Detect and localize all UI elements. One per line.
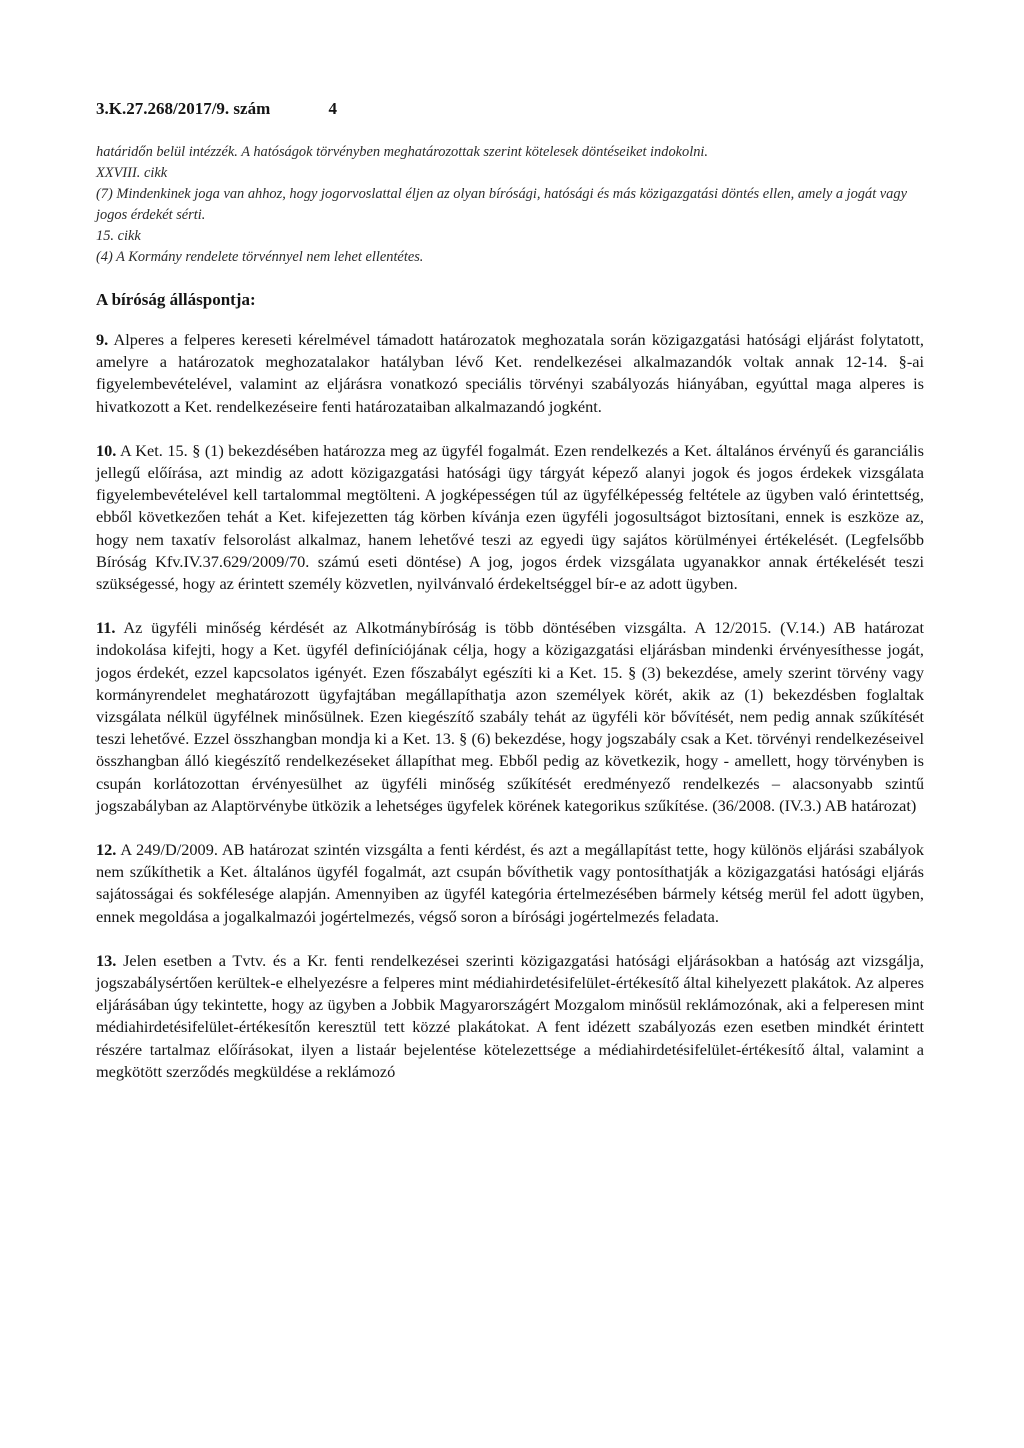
paragraph-number: 13. xyxy=(96,950,117,970)
paragraph-11 xyxy=(96,617,924,817)
paragraph-number: 10. xyxy=(96,440,117,460)
paragraph-10 xyxy=(96,440,924,595)
quote-line: 15. cikk xyxy=(96,228,141,244)
page-number: 4 xyxy=(328,99,337,118)
quote-line: (4) A Kormány rendelete törvénnyel nem lehet ellentétes. xyxy=(96,249,424,265)
legal-quote xyxy=(96,142,924,268)
paragraph-9 xyxy=(96,329,924,418)
paragraph-text: Alperes a felperes kereseti kérelmével támadott határozatok meghozatala során közigazgatási hatósági eljárást folytatott, amelyre a határozatok meghozatalakor hatályban lévő Ket. rendelkezései alkalmazandók voltak annak 12-14. §-ai figyelembevételével, valamint az eljárásra vonatkozó speciális törvényi szabályozás hiányában, egyúttal maga alperes is hivatkozott a Ket. rendelkezéseire fenti határozataiban alkalmazandó jogként. xyxy=(96,330,924,416)
document-id: 3.K.27.268/2017/9. szám xyxy=(96,99,271,118)
paragraph-text: Az ügyféli minőség kérdését az Alkotmánybíróság is több döntésében vizsgálta. A 12/2015. (V.14.) AB határozat indokolása kifejti, hogy a Ket. ügyfél definíciójának célja, hogy a közigazgatási eljárásban mindenki érvényesíthesse jogát, jogos érdekét, ezzel kapcsolatos igényét. Ezen főszabályt egészíti ki a Ket. 15. § (3) bekezdése, amely szerint törvény vagy kormányrendelet meghatározott ügyfajtában megállapíthatja azon személyek körét, akik az (1) bekezdésben foglaltak vizsgálata nélkül ügyfélnek minősülnek. Ezen kiegészítő szabály tehát az ügyféli kör bővítését, nem pedig annak szűkítését teszi lehetővé. Ezzel összhangban mondja ki a Ket. 13. § (6) bekezdése, hogy jogszabály csak a Ket. törvényi rendelkezéseivel összhangban álló kiegészítő rendelkezéseket állapíthat meg. Ebből pedig az következik, hogy - amellett, hogy törvényben is csupán korlátozottan érvényesülhet az ügyféli minőség szűkítését eredményező rendelkezés – alacsonyabb szintű jogszabályban az Alaptörvénybe ütközik a lehetséges ügyfelek körének kategorikus szűkítése. (36/2008. (IV.3.) AB határozat) xyxy=(96,618,925,815)
section-heading: A bíróság álláspontja: xyxy=(96,290,256,309)
quote-line: XXVIII. cikk xyxy=(96,165,168,181)
quote-line: (7) Mindenkinek joga van ahhoz, hogy jogorvoslattal éljen az olyan bírósági, hatósági és más közigazgatási döntés ellen, amely a jogát vagy jogos érdekét sérti. xyxy=(96,186,907,223)
paragraph-13 xyxy=(96,950,924,1083)
paragraph-text: A 249/D/2009. AB határozat szintén vizsgálta a fenti kérdést, és azt a megállapítást tette, hogy különös eljárási szabályok nem szűkíthetik a Ket. általános ügyfél fogalmát, azt csupán bővíthetik vagy pontosíthatják a közigazgatási hatósági eljárás sajátosságai és sokfélesége alapján. Amennyiben az ügyfél kategória értelmezésében bármely kétség merül fel adott ügyben, ennek megoldása a jogalkalmazói jogértelmezés, végső soron a bírósági jogértelmezés feladata. xyxy=(96,840,924,926)
paragraph-text: Jelen esetben a Tvtv. és a Kr. fenti rendelkezései szerinti közigazgatási hatósági eljárásokban a hatóság azt vizsgálja, jogszabálysértően kerültek-e elhelyezésre a felperes mint médiahirdetésifelület-értékesítő által kihelyezett plakátok. Az alperes eljárásában úgy tekintette, hogy az ügyben a Jobbik Magyarországért Mozgalom minősül reklámozónak, aki a felperesen mint médiahirdetésifelület-értékesítőn keresztül tett közzé plakátokat. A fent idézett szabályozás ezen esetben mindkét érintett részére tartalmaz előírásokat, ilyen a listaár bejelentése kötelezettsége a médiahirdetésifelület-értékesítő által, valamint a megkötött szerződés megküldése a reklámozó xyxy=(96,950,924,1081)
paragraph-text: A Ket. 15. § (1) bekezdésében határozza meg az ügyfél fogalmát. Ezen rendelkezés a Ket. általános érvényű és garanciális jellegű előírása, azt mindig az adott közigazgatási hatósági ügy tárgyát képező alanyi jogok és jogos érdekek vizsgálata figyelembevételével kell tartalommal megtölteni. A jogképességen túl az ügyfélképesség feltétele az ügyben való érintettség, ebből következően tehát a Ket. kifejezetten tág körben kívánja ezen ügyféli jogosultságot biztosítani, ennek is eszköze az, hogy nem taxatív felsorolást alkalmaz, hanem lehetővé teszi az egyedi ügy sajátos körülményei értékelését. (Legfelsőbb Bíróság Kfv.IV.37.629/2009/70. számú eseti döntése) A jog, jogos érdek vizsgálata ugyanakkor annak értékelését teszi szükségessé, hogy az érintett személy közvetlen, nyilvánvaló érdekeltséggel bír-e az adott ügyben. xyxy=(96,440,924,594)
paragraph-number: 9. xyxy=(96,330,109,349)
paragraph-12 xyxy=(96,839,924,928)
paragraph-number: 11. xyxy=(96,618,116,638)
page-header xyxy=(96,96,924,122)
quote-line: határidőn belül intézzék. A hatóságok törvényben meghatározottak szerint kötelesek döntéseiket indokolni. xyxy=(96,144,709,160)
paragraph-number: 12. xyxy=(96,840,117,860)
document-page xyxy=(96,96,924,1105)
